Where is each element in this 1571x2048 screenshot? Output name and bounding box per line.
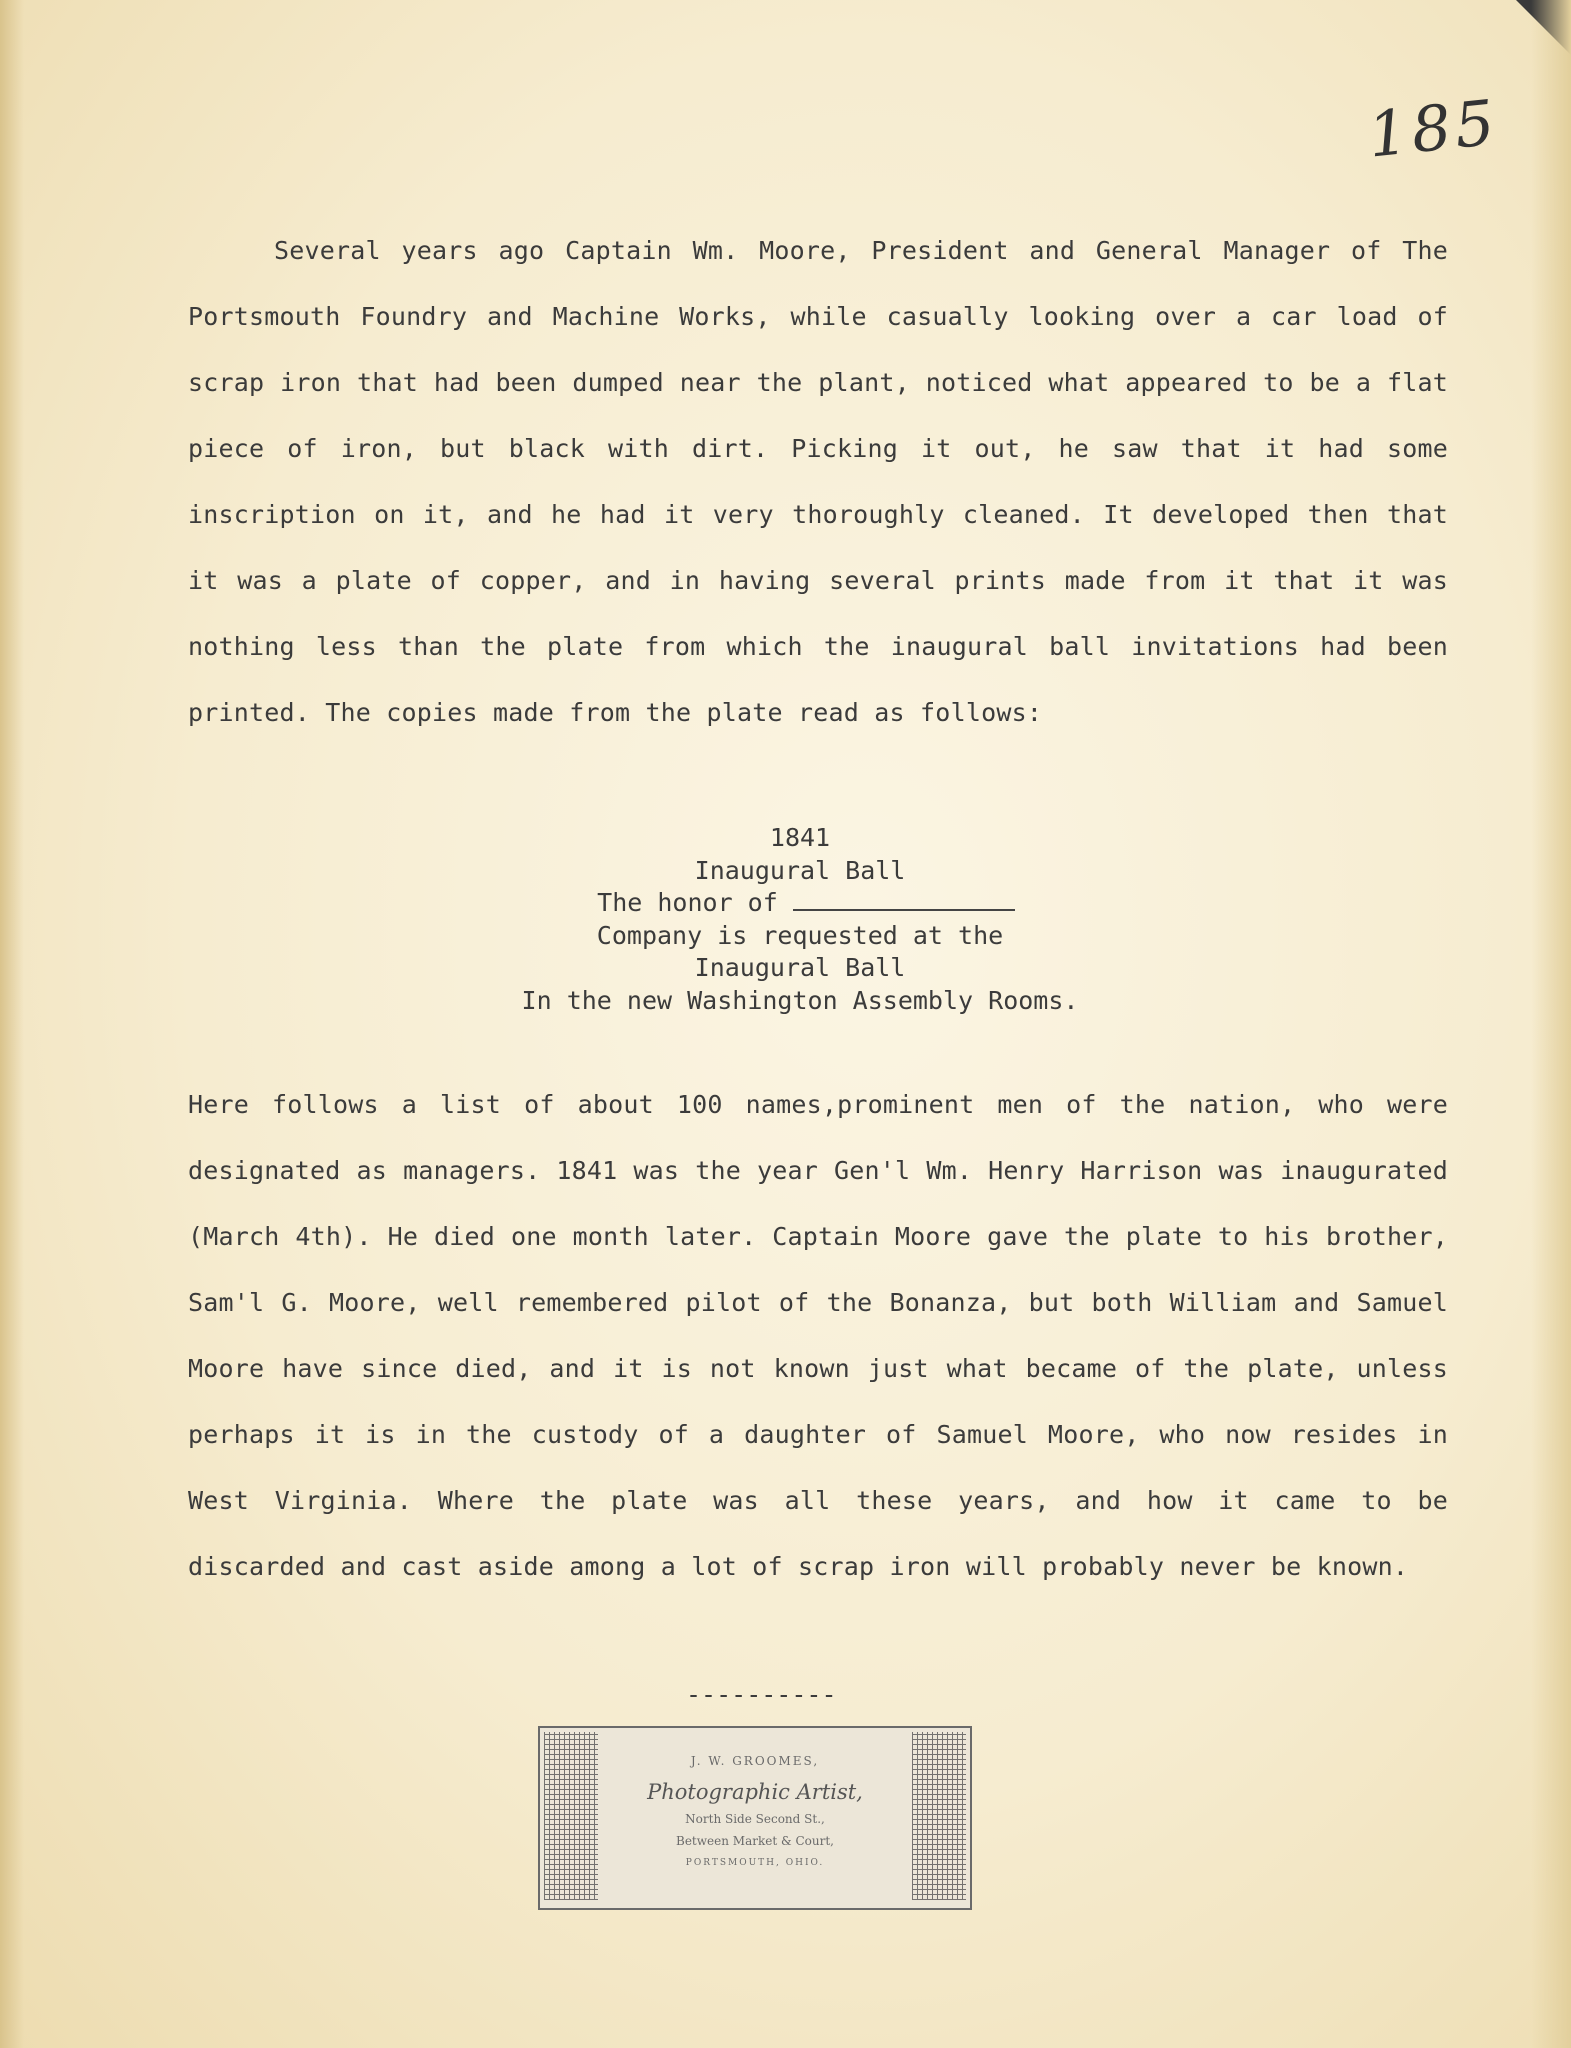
paragraph-intro-text: Several years ago Captain Wm. Moore, President and General Manager of The Portsmouth Foundry and Machine Works, while casually looking over a car load of scrap iron that had been dumped near the plant, noticed what appeared to be a flat piece of iron, but black with dirt. Picking it out, he saw that it had some inscription on it, and he had it very thoroughly cleaned. It developed then that it was a plate of copper, and in having several prints made from it that it was nothing less than the plate from which the inaugural ball invitations had been printed. The copies made from the plate read as follows: [188, 236, 1448, 727]
invitation-blank-line [793, 891, 1015, 911]
paragraph-managers: Here follows a list of about 100 names,prominent men of the nation, who were designated as managers. 1841 was the year Gen'l Wm. Henry Harrison was inaugurated (March 4th). He died one month later. Captain Moore gave the plate to his brother, Sam'l G. Moore, well remembered pilot of the Bonanza, but both William and Samuel Moore have since died, and it is not known just what became of the plate, unless perhaps it is in the custody of a daughter of Samuel Moore, who now resides in West Virginia. Where the plate was all these years, and how it came to be discarded and cast aside among a lot of scrap iron will probably never be known. [188, 1090, 1448, 1581]
stamp-address-line-1: North Side Second St., [685, 1812, 825, 1826]
invitation-text [455, 822, 1145, 1017]
stamp-ornament-right [912, 1732, 966, 1900]
stamp-address-line-2: Between Market & Court, [676, 1834, 834, 1848]
invitation-line-rooms: In the new Washington Assembly Rooms. [521, 985, 1079, 1015]
invitation-line-honor [455, 887, 1145, 920]
separator-dashes: ---------- [686, 1680, 837, 1709]
invitation-year: 1841 [769, 823, 831, 852]
page-corner [1516, 0, 1571, 55]
stamp-title: Photographic Artist, [647, 1780, 863, 1804]
invitation-line-ball: Inaugural Ball [694, 855, 906, 885]
stamp-text [606, 1754, 904, 1868]
invitation-line-company: Company is requested at the [596, 920, 1004, 950]
invitation-line-ball-2: Inaugural Ball [694, 953, 906, 982]
paragraph-intro [188, 218, 1448, 746]
photographer-stamp [538, 1726, 972, 1910]
handwritten-page-number: 185 [1364, 85, 1502, 172]
stamp-ornament-left [544, 1732, 598, 1900]
invitation-honor-text: The honor of [597, 888, 778, 917]
stamp-city: PORTSMOUTH, OHIO. [685, 1858, 825, 1868]
stamp-photographer-name: J. W. GROOMES, [690, 1754, 820, 1768]
